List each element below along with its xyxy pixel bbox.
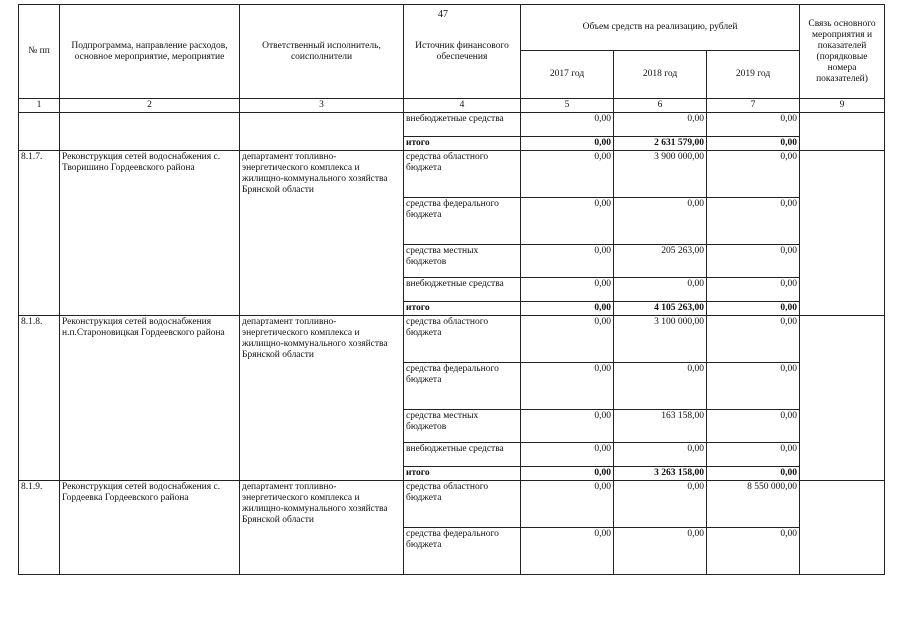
col-number: 9 — [800, 99, 885, 113]
amount-2019: 0,00 — [707, 113, 800, 137]
funding-source: внебюджетные средства — [404, 443, 521, 467]
amount-2018: 0,00 — [614, 278, 707, 302]
amount-2018: 3 263 158,00 — [614, 467, 707, 481]
amount-2018: 163 158,00 — [614, 410, 707, 443]
header-link: Связь основного мероприятия и показателей (порядковые номера показателей) — [800, 5, 885, 99]
amount-2017: 0,00 — [521, 316, 614, 363]
amount-2019: 0,00 — [707, 316, 800, 363]
header-year-2019: 2019 год — [707, 51, 800, 99]
amount-2017: 0,00 — [521, 198, 614, 245]
funding-source: итого — [404, 467, 521, 481]
table-row — [19, 113, 885, 137]
amount-2018: 2 631 579,00 — [614, 137, 707, 151]
funding-source: средства областного бюджета — [404, 316, 521, 363]
item-number — [19, 113, 60, 151]
amount-2019: 0,00 — [707, 198, 800, 245]
funding-source: средства областного бюджета — [404, 151, 521, 198]
amount-2017: 0,00 — [521, 443, 614, 467]
amount-2019: 8 550 000,00 — [707, 481, 800, 528]
amount-2018: 0,00 — [614, 528, 707, 575]
table-row — [19, 316, 885, 363]
header-executor: Ответственный исполнитель, соисполнители — [240, 5, 404, 99]
item-name — [60, 113, 240, 151]
amount-2019: 0,00 — [707, 302, 800, 316]
amount-2019: 0,00 — [707, 278, 800, 302]
amount-2019: 0,00 — [707, 151, 800, 198]
amount-2019: 0,00 — [707, 137, 800, 151]
funding-source: итого — [404, 302, 521, 316]
funding-source: средства федерального бюджета — [404, 363, 521, 410]
amount-2017: 0,00 — [521, 410, 614, 443]
amount-2017: 0,00 — [521, 137, 614, 151]
funding-source: средства федерального бюджета — [404, 528, 521, 575]
funding-source: итого — [404, 137, 521, 151]
amount-2018: 4 105 263,00 — [614, 302, 707, 316]
funding-source: средства федерального бюджета — [404, 198, 521, 245]
amount-2017: 0,00 — [521, 113, 614, 137]
amount-2017: 0,00 — [521, 302, 614, 316]
item-number: 8.1.7. — [19, 151, 60, 316]
funding-source: внебюджетные средства — [404, 278, 521, 302]
amount-2018: 3 900 000,00 — [614, 151, 707, 198]
table-row — [19, 151, 885, 198]
amount-2017: 0,00 — [521, 363, 614, 410]
item-name: Реконструкция сетей водоснабжения с. Гордеевка Гордеевского района — [60, 481, 240, 575]
amount-2017: 0,00 — [521, 151, 614, 198]
col-number: 6 — [614, 99, 707, 113]
header-year-2018: 2018 год — [614, 51, 707, 99]
amount-2019: 0,00 — [707, 410, 800, 443]
funding-source: средства местных бюджетов — [404, 245, 521, 278]
item-number: 8.1.9. — [19, 481, 60, 575]
amount-2019: 0,00 — [707, 467, 800, 481]
budget-table — [18, 4, 885, 575]
col-number: 4 — [404, 99, 521, 113]
col-number: 7 — [707, 99, 800, 113]
item-executor — [240, 113, 404, 151]
col-number: 1 — [19, 99, 60, 113]
amount-2019: 0,00 — [707, 443, 800, 467]
item-name: Реконструкция сетей водоснабжения н.п.Староновицкая Гордеевского района — [60, 316, 240, 481]
table-row — [19, 481, 885, 528]
header-source: Источник финансового обеспечения — [404, 5, 521, 99]
amount-2018: 0,00 — [614, 113, 707, 137]
col-number: 2 — [60, 99, 240, 113]
col-number: 5 — [521, 99, 614, 113]
header-num: № пп — [19, 5, 60, 99]
item-executor: департамент топливно-энергетического комплекса и жилищно-коммунального хозяйства Брянской области — [240, 151, 404, 316]
funding-source: внебюджетные средства — [404, 113, 521, 137]
item-name: Реконструкция сетей водоснабжения с. Творишино Гордеевского района — [60, 151, 240, 316]
header-volume: Объем средств на реализацию, рублей — [521, 5, 800, 51]
amount-2017: 0,00 — [521, 467, 614, 481]
amount-2019: 0,00 — [707, 245, 800, 278]
amount-2017: 0,00 — [521, 481, 614, 528]
amount-2018: 205 263,00 — [614, 245, 707, 278]
item-executor: департамент топливно-энергетического комплекса и жилищно-коммунального хозяйства Брянской области — [240, 316, 404, 481]
indicator-link — [800, 481, 885, 575]
amount-2018: 0,00 — [614, 481, 707, 528]
amount-2019: 0,00 — [707, 363, 800, 410]
amount-2017: 0,00 — [521, 528, 614, 575]
amount-2017: 0,00 — [521, 245, 614, 278]
amount-2018: 0,00 — [614, 198, 707, 245]
funding-source: средства местных бюджетов — [404, 410, 521, 443]
header-program: Подпрограмма, направление расходов, основное мероприятие, мероприятие — [60, 5, 240, 99]
amount-2018: 3 100 000,00 — [614, 316, 707, 363]
funding-source: средства областного бюджета — [404, 481, 521, 528]
indicator-link — [800, 151, 885, 316]
amount-2018: 0,00 — [614, 443, 707, 467]
col-number: 3 — [240, 99, 404, 113]
indicator-link — [800, 316, 885, 481]
item-number: 8.1.8. — [19, 316, 60, 481]
amount-2019: 0,00 — [707, 528, 800, 575]
amount-2018: 0,00 — [614, 363, 707, 410]
page-number: 47 — [438, 9, 448, 20]
header-year-2017: 2017 год — [521, 51, 614, 99]
amount-2017: 0,00 — [521, 278, 614, 302]
item-executor: департамент топливно-энергетического комплекса и жилищно-коммунального хозяйства Брянской области — [240, 481, 404, 575]
indicator-link — [800, 113, 885, 151]
